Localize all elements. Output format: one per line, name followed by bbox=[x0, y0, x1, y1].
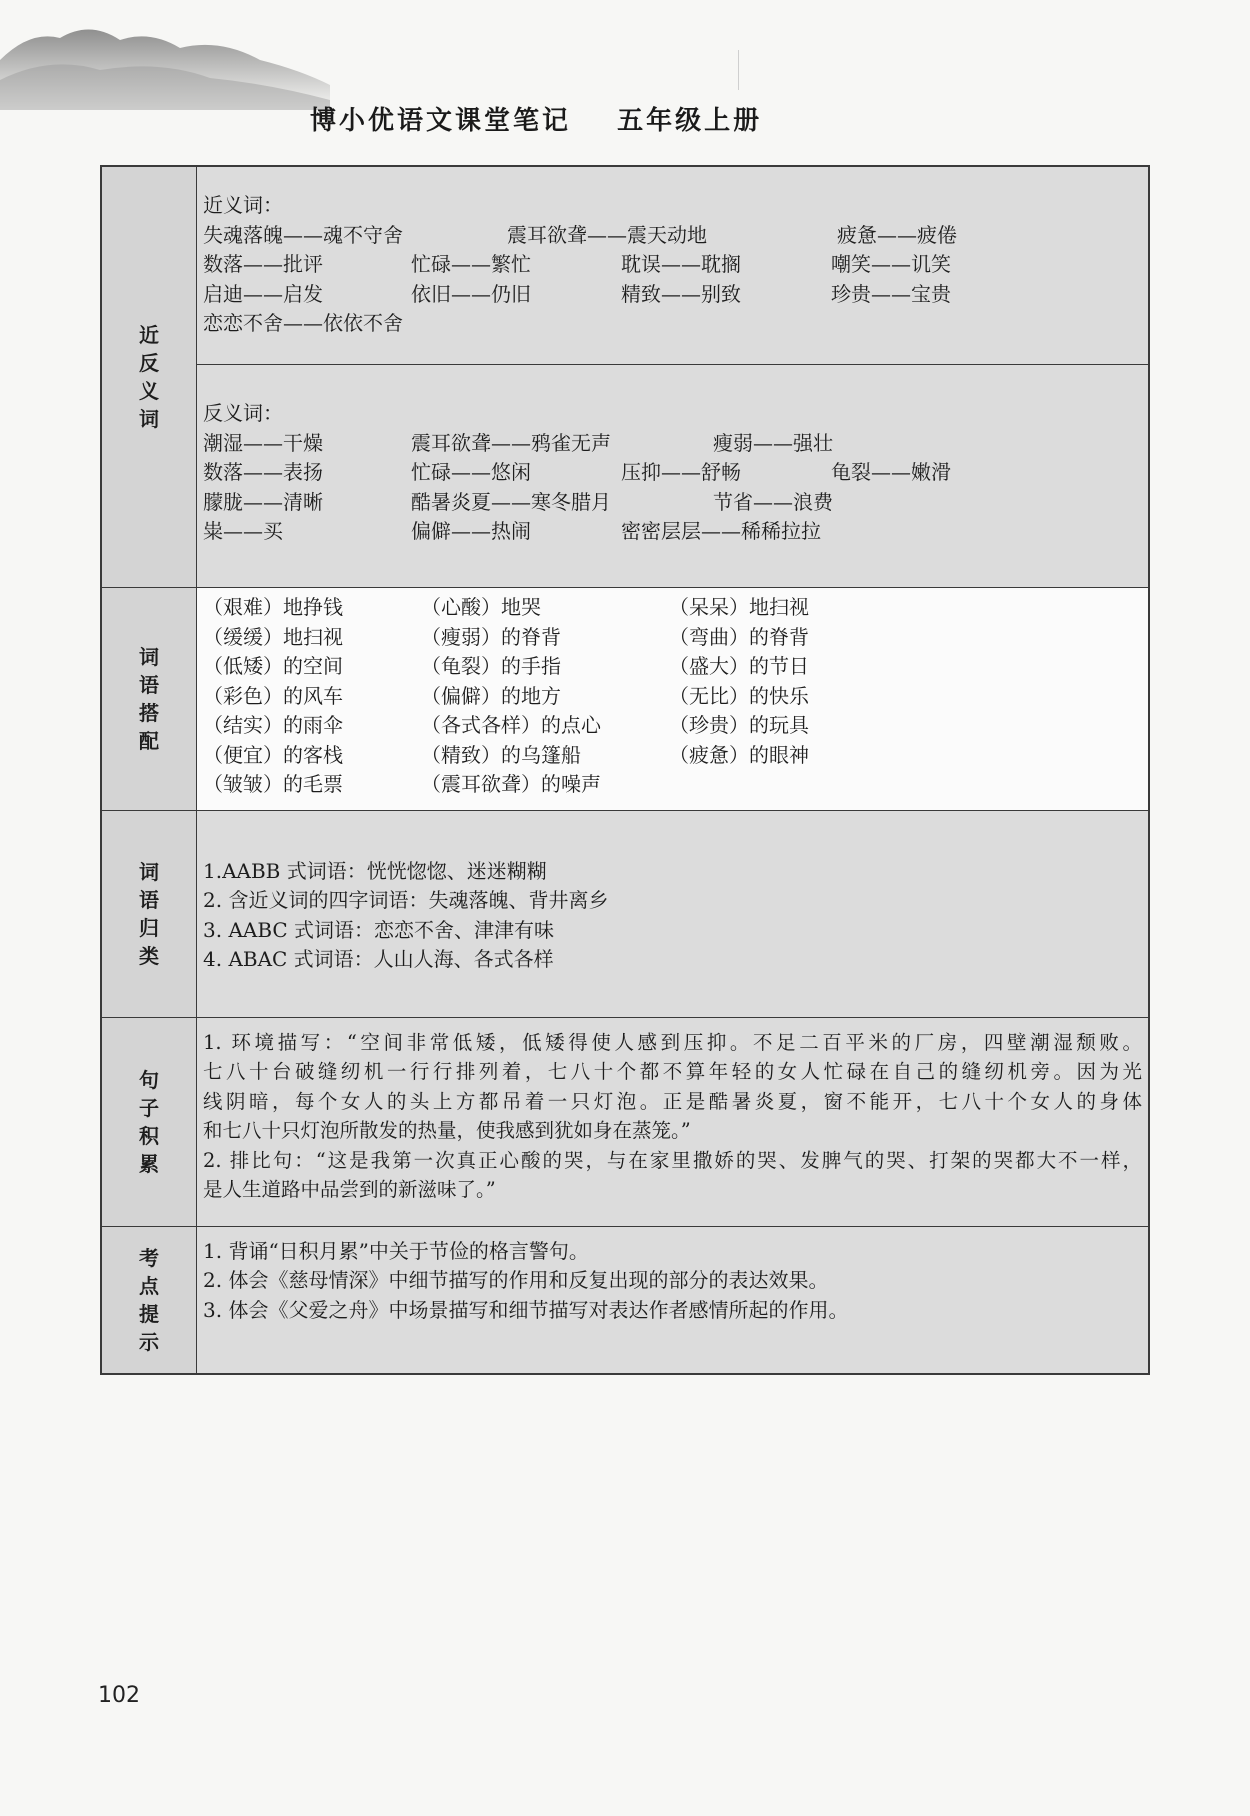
synonym-line: 恋恋不舍——依依不舍 bbox=[203, 311, 403, 335]
sentence-line: 是人生道路中品尝到的新滋味了。” bbox=[203, 1178, 496, 1201]
exam-tip-item: 1. 背诵“日积月累”中关于节俭的格言警句。 bbox=[203, 1238, 589, 1263]
antonyms-cell bbox=[197, 365, 1150, 588]
synonym-row bbox=[101, 166, 1149, 365]
sentence-line: 1. 环境描写：“空间非常低矮，低矮得使人感到压抑。不足二百平米的厂房，四壁潮湿颓败。 bbox=[203, 1030, 1142, 1054]
section-label-synonyms-antonyms: 近反义词 bbox=[101, 166, 197, 588]
classification-row bbox=[101, 810, 1149, 1017]
antonyms-title: 反义词： bbox=[203, 401, 283, 425]
mountain-ink-decoration bbox=[0, 0, 330, 110]
sentences-row bbox=[101, 1017, 1149, 1226]
synonym-line: 失魂落魄——魂不守舍 震耳欲聋——震天动地 疲惫——疲倦 bbox=[203, 222, 957, 247]
antonym-line: 数落——表扬 忙碌——悠闲 压抑——舒畅 龟裂——嫩滑 bbox=[203, 460, 951, 484]
page-header bbox=[310, 100, 762, 137]
sentence-line: 七八十台破缝纫机一行行排列着，七八十个都不算年轻的女人忙碌在自己的缝纫机旁。因为光 bbox=[203, 1060, 1142, 1083]
collocation-line: （艰难）地挣钱 （心酸）地哭 （呆呆）地扫视 bbox=[203, 595, 809, 619]
classification-item: 3. AABC 式词语：恋恋不舍、津津有味 bbox=[203, 917, 555, 942]
exam-tip-item: 2. 体会《慈母情深》中细节描写的作用和反复出现的部分的表达效果。 bbox=[203, 1268, 829, 1292]
collocation-line: （彩色）的风车 （偏僻）的地方 （无比）的快乐 bbox=[203, 683, 809, 708]
synonyms-cell bbox=[197, 166, 1150, 365]
header-divider-line bbox=[738, 50, 739, 90]
collocation-line: （便宜）的客栈 （精致）的乌篷船 （疲惫）的眼神 bbox=[203, 742, 809, 767]
collocation-row bbox=[101, 588, 1149, 811]
collocation-line: （结实）的雨伞 （各式各样）的点心 （珍贵）的玩具 bbox=[203, 713, 809, 737]
collocation-line: （低矮）的空间 （龟裂）的手指 （盛大）的节日 bbox=[203, 654, 809, 678]
synonyms-title: 近义词： bbox=[203, 193, 283, 217]
collocation-line: （皱皱）的毛票 （震耳欲聋）的噪声 bbox=[203, 772, 601, 796]
exam-tips-row bbox=[101, 1226, 1149, 1374]
sentences-cell bbox=[197, 1017, 1150, 1226]
notes-table bbox=[100, 165, 1150, 1375]
grade-label: 五年级上册 bbox=[617, 106, 763, 136]
antonym-line: 粜——买 偏僻——热闹 密密层层——稀稀拉拉 bbox=[203, 519, 821, 543]
collocation-line: （缓缓）地扫视 （瘦弱）的脊背 （弯曲）的脊背 bbox=[203, 624, 809, 649]
synonym-line: 数落——批评 忙碌——繁忙 耽误——耽搁 嘲笑——讥笑 bbox=[203, 252, 951, 276]
exam-tips-cell bbox=[197, 1226, 1150, 1374]
sentence-line: 线阴暗，每个女人的头上方都吊着一只灯泡。正是酷暑炎夏，窗不能开，七八十个女人的身体 bbox=[203, 1089, 1142, 1113]
classification-item: 1.AABB 式词语：恍恍惚惚、迷迷糊糊 bbox=[203, 858, 547, 883]
classification-cell bbox=[197, 810, 1150, 1017]
synonym-line: 启迪——启发 依旧——仍旧 精致——别致 珍贵——宝贵 bbox=[203, 281, 951, 306]
antonym-row bbox=[101, 365, 1149, 588]
book-title: 博小优语文课堂笔记 bbox=[310, 106, 572, 136]
page-number: 102 bbox=[98, 1683, 140, 1708]
classification-item: 2. 含近义词的四字词语：失魂落魄、背井离乡 bbox=[203, 888, 609, 912]
classification-item: 4. ABAC 式词语：人山人海、各式各样 bbox=[203, 947, 554, 971]
antonym-line: 潮湿——干燥 震耳欲聋——鸦雀无声 瘦弱——强壮 bbox=[203, 430, 833, 455]
section-label-classification: 词语归类 bbox=[101, 810, 197, 1017]
section-label-collocations: 词语搭配 bbox=[101, 588, 197, 811]
sentence-line: 2. 排比句：“这是我第一次真正心酸的哭，与在家里撒娇的哭、发脾气的哭、打架的哭都大不一样， bbox=[203, 1148, 1142, 1172]
section-label-sentences: 句子积累 bbox=[101, 1017, 197, 1226]
collocations-cell bbox=[197, 588, 1150, 811]
antonym-line: 朦胧——清晰 酷暑炎夏——寒冬腊月 节省——浪费 bbox=[203, 489, 833, 514]
sentence-line: 和七八十只灯泡所散发的热量，使我感到犹如身在蒸笼。” bbox=[203, 1119, 691, 1142]
exam-tip-item: 3. 体会《父爱之舟》中场景描写和细节描写对表达作者感情所起的作用。 bbox=[203, 1297, 849, 1322]
section-label-exam-tips: 考点提示 bbox=[101, 1226, 197, 1374]
